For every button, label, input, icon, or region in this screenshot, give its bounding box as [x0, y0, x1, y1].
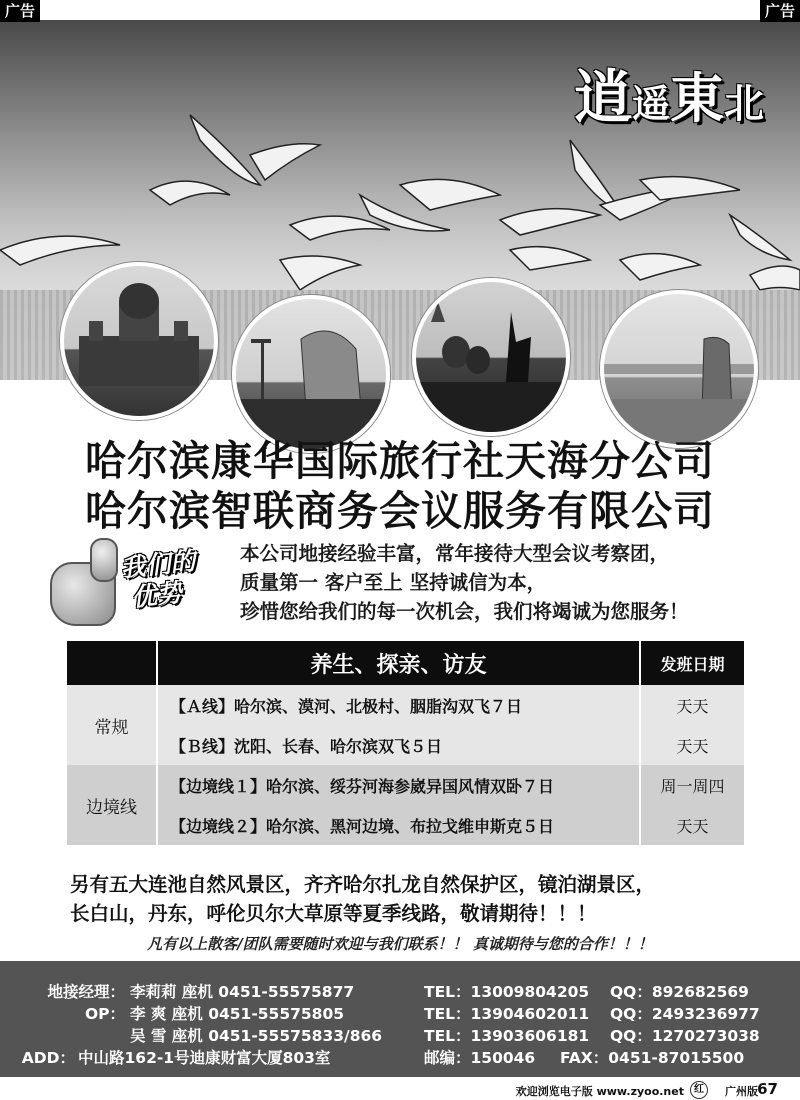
company-name-2: 哈尔滨智联商务会议服务有限公司	[85, 487, 715, 535]
photo-red-square	[412, 278, 570, 436]
additional-routes: 另有五大连池自然风景区，齐齐哈尔扎龙自然保护区，镜泊湖景区， 长白山，丹东，呼伦贝尔大草原等夏季线路，敬请期待！！！	[70, 873, 656, 925]
route-days: 天天	[640, 805, 744, 845]
contact-slogan: 凡有以上散客/团队需要随时欢迎与我们联系！！ 真诚期待与您的合作！！！	[147, 935, 653, 953]
route-days: 天天	[640, 725, 744, 765]
route-days: 天天	[640, 685, 744, 725]
brand-title: 逍遥東北	[573, 63, 764, 131]
table-header	[67, 641, 744, 685]
advantages-line: 本公司地接经验丰富，常年接待大型会议考察团，	[240, 542, 670, 565]
company-name-1: 哈尔滨康华国际旅行社天海分公司	[85, 437, 715, 485]
route-name: 【边境线２】哈尔滨、黑河边境、布拉戈维申斯克５日	[157, 805, 640, 845]
category-border: 边境线	[67, 765, 157, 845]
advantages-line: 质量第一 客户至上 坚持诚信为本，	[240, 571, 547, 594]
publication-logo: 红	[690, 1081, 708, 1099]
page-footer	[0, 1079, 800, 1100]
table-row	[67, 725, 744, 765]
thumbs-up-icon	[44, 536, 130, 632]
site-url: 欢迎浏览电子版 www.zyoo.net	[515, 1085, 684, 1098]
advantages-label: 我们的 优势	[119, 546, 197, 612]
date-header: 发班日期	[640, 641, 744, 685]
advantages-line: 珍惜您给我们的每一次机会，我们将竭诚为您服务！	[240, 600, 689, 623]
ad-tag-right: 广告	[760, 0, 800, 22]
category-regular: 常规	[67, 685, 157, 765]
photo-cathedral	[60, 262, 218, 420]
route-days: 周一周四	[640, 765, 744, 805]
photo-riverside	[600, 290, 758, 448]
table-row	[67, 765, 744, 805]
page-number: 67	[757, 1080, 778, 1098]
route-name: 【Ａ线】哈尔滨、漠河、北极村、胭脂沟双飞７日	[157, 685, 640, 725]
edition-label: 广州版	[725, 1085, 758, 1098]
route-name: 【边境线１】哈尔滨、绥芬河海参崴异国风情双卧７日	[157, 765, 640, 805]
table-row	[67, 685, 744, 725]
route-name: 【Ｂ线】沈阳、长春、哈尔滨双飞５日	[157, 725, 640, 765]
route-schedule-table	[67, 641, 744, 845]
table-row	[67, 805, 744, 845]
contact-panel: 地接经理： 李莉莉 座机 0451-55575877 TEL：13009804205 QQ：892682569 OP： 李 爽 座机 0451-55575805 TEL：13904602011 QQ：2493236977 吴 雪 座机 0451-55575833/866 TEL：13903606181 QQ：1270273038 ADD： 中山路162-1号迪康财富大厦803室 邮编：150046 FAX：0451-87015500	[0, 961, 800, 1077]
ad-tag-left: 广告	[0, 0, 40, 22]
schedule-title: 养生、探亲、访友	[157, 641, 640, 685]
advantages-text	[240, 539, 689, 626]
